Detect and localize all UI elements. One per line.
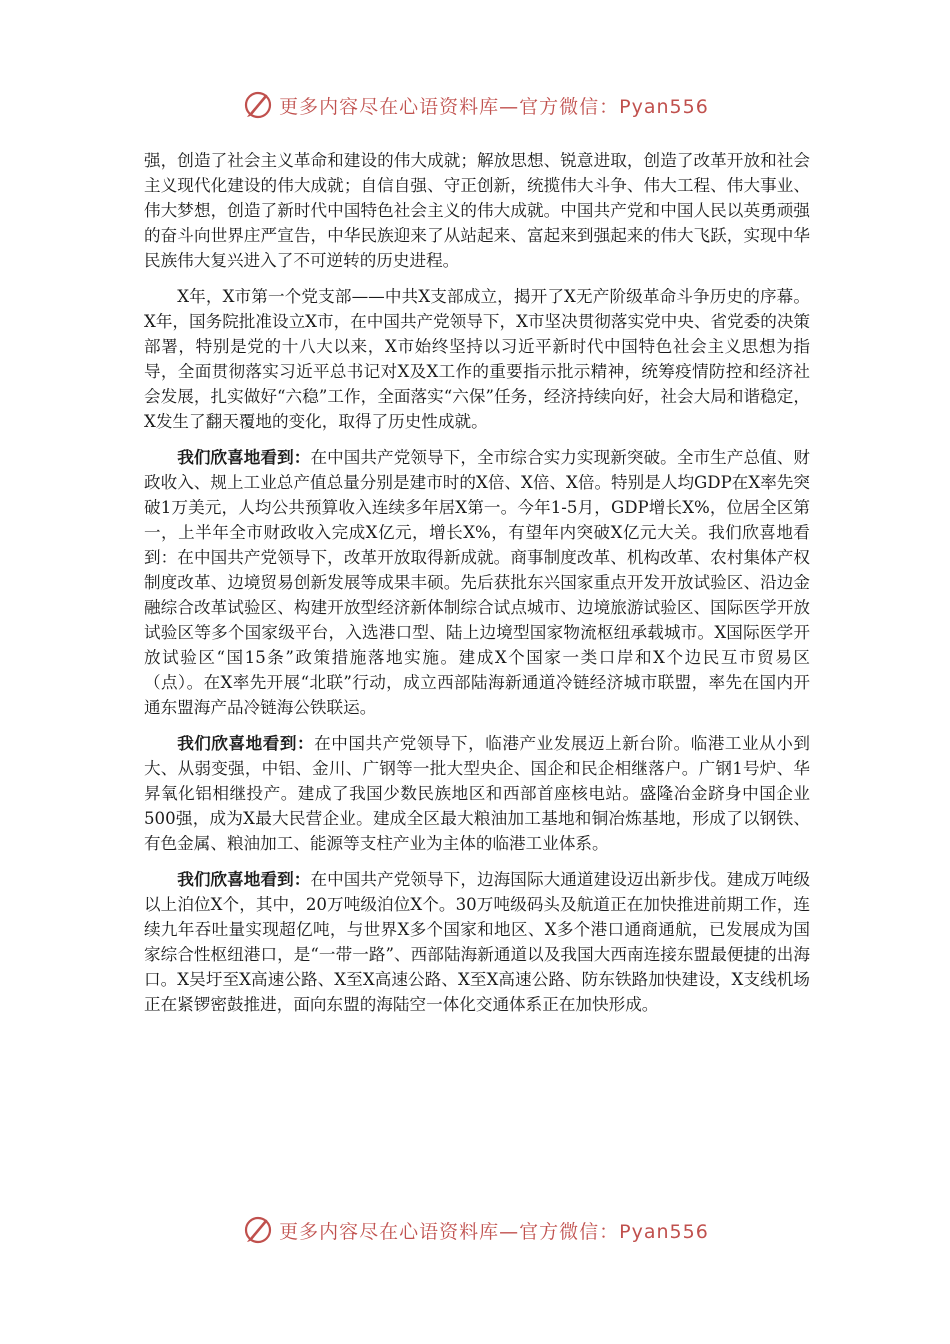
paragraph-text: X年，X市第一个党支部——中共X支部成立，揭开了X无产阶级革命斗争历史的序幕。X年，国务院批准设立X市，在中国共产党领导下，X市坚决贯彻落实党中央、省党委的决策部署，特别是党的十八大以来，X市始终坚持以习近平新时代中国特色社会主义思想为指导，全面贯彻落实习近平总书记对X及X工作的重要指示批示精神，统筹疫情防控和经济社会发展，扎实做好“六稳”工作，全面落实“六保”任务，经济持续向好，社会大局和谐稳定，X发生了翻天覆地的变化，取得了历史性成就。 — [144, 287, 811, 431]
watermark-text: 更多内容尽在心语资料库—官方微信：Pyan556 — [279, 1220, 709, 1243]
paragraph-text: 强，创造了社会主义革命和建设的伟大成就；解放思想、锐意进取，创造了改革开放和社会主义现代化建设的伟大成就；自信自强、守正创新，统揽伟大斗争、伟大工程、伟大事业、伟大梦想，创造了新时代中国特色社会主义的伟大成就。中国共产党和中国人民以英勇顽强的奋斗向世界庄严宣告，中华民族迎来了从站起来、富起来到强起来的伟大飞跃，实现中华民族伟大复兴进入了不可逆转的历史进程。 — [144, 151, 810, 270]
paragraph-1 — [144, 148, 810, 273]
header-watermark — [0, 85, 950, 125]
watermark-text: 更多内容尽在心语资料库—官方微信：Pyan556 — [279, 95, 709, 118]
paragraph-lead: 我们欣喜地看到： — [177, 448, 311, 467]
paragraph-2 — [144, 284, 810, 434]
brush-logo-icon — [241, 88, 275, 122]
paragraph-3 — [144, 445, 810, 720]
paragraph-text: 在中国共产党领导下，临港产业发展迈上新台阶。临港工业从小到大、从弱变强，中铝、金川、广钢等一批大型央企、国企和民企相继落户。广钢1号炉、华昇氧化铝相继投产。建成了我国少数民族地区和西部首座核电站。盛隆冶金跻身中国企业500强，成为X最大民营企业。建成全区最大粮油加工基地和铜冶炼基地，形成了以钢铁、有色金属、粮油加工、能源等支柱产业为主体的临港工业体系。 — [144, 734, 810, 853]
paragraph-5 — [144, 867, 810, 1017]
paragraph-lead: 我们欣喜地看到： — [177, 870, 311, 889]
paragraph-text: 在中国共产党领导下，边海国际大通道建设迈出新步伐。建成万吨级以上泊位X个，其中，20万吨级泊位X个。30万吨级码头及航道正在加快推进前期工作，连续九年吞吐量实现超亿吨，与世界X多个国家和地区、X多个港口通商通航，已发展成为国家综合性枢纽港口，是“一带一路”、西部陆海新通道以及我国大西南连接东盟最便捷的出海口。X吴圩至X高速公路、X至X高速公路、X至X高速公路、防东铁路加快建设，X支线机场正在紧锣密鼓推进，面向东盟的海陆空一体化交通体系正在加快形成。 — [144, 870, 811, 1014]
paragraph-lead: 我们欣喜地看到： — [177, 734, 315, 753]
paragraph-4 — [144, 731, 810, 856]
document-body — [144, 148, 810, 1028]
brush-logo-icon — [241, 1213, 275, 1247]
paragraph-text: 在中国共产党领导下，全市综合实力实现新突破。全市生产总值、财政收入、规上工业总产值总量分别是建市时的X倍、X倍、X倍。特别是人均GDP在X率先突破1万美元，人均公共预算收入连续多年居X第一。今年1-5月，GDP增长X%，位居全区第一，上半年全市财政收入完成X亿元，增长X%，有望年内突破X亿元大关。我们欣喜地看到：在中国共产党领导下，改革开放取得新成就。商事制度改革、机构改革、农村集体产权制度改革、边境贸易创新发展等成果丰硕。先后获批东兴国家重点开发开放试验区、沿边金融综合改革试验区、构建开放型经济新体制综合试点城市、边境旅游试验区、国际医学开放试验区等多个国家级平台，入选港口型、陆上边境型国家物流枢纽承载城市。X国际医学开放试验区“国15条”政策措施落地实施。建成X个国家一类口岸和X个边民互市贸易区（点）。在X率先开展“北联”行动，成立西部陆海新通道冷链经济城市联盟，率先在国内开通东盟海产品冷链海公铁联运。 — [144, 448, 811, 717]
footer-watermark — [0, 1210, 950, 1250]
